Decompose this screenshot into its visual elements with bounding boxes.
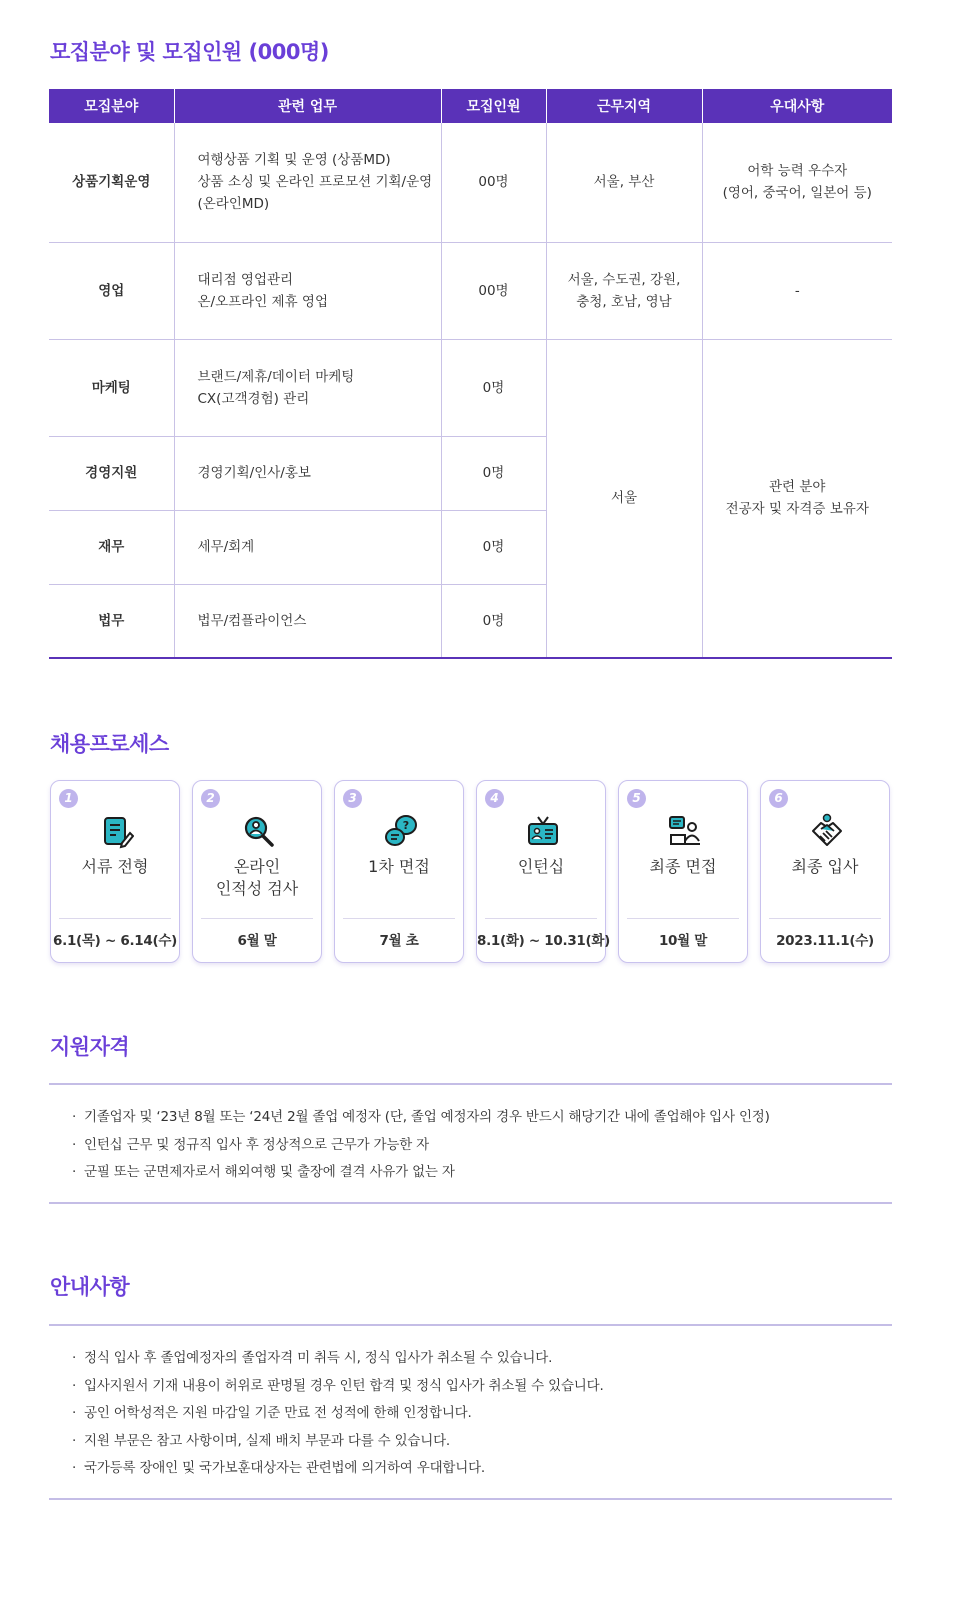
list-item-text: 입사지원서 기재 내용이 허위로 판명될 경우 인턴 합격 및 정식 입사가 취소될 수 있습니다. <box>84 1377 604 1394</box>
table-row <box>49 339 892 436</box>
step-label <box>477 856 605 878</box>
region-cell <box>546 242 702 339</box>
step-number: 4 <box>485 789 504 808</box>
shared-region-cell: 서울 <box>546 339 702 658</box>
region-line: 서울, 수도권, 강원, <box>567 271 681 288</box>
step-label-line: 1차 면접 <box>368 857 430 876</box>
list-item <box>72 1455 892 1483</box>
list-item <box>72 1345 892 1373</box>
bullet: · <box>72 1460 77 1476</box>
step-divider <box>627 918 739 919</box>
handshake-icon <box>810 813 844 849</box>
count-cell: 0명 <box>441 436 546 510</box>
bullet: · <box>72 1109 77 1125</box>
svg-text:?: ? <box>402 819 410 832</box>
duty-line: 온/오프라인 제휴 영업 <box>197 293 328 310</box>
preference-line: 전공자 및 자격증 보유자 <box>725 501 869 518</box>
process-step <box>192 780 322 963</box>
duty-line: 세무/회계 <box>197 539 255 555</box>
region-line: 서울, 부산 <box>593 174 655 191</box>
step-label-line: 인적성 검사 <box>215 879 299 898</box>
process-step <box>334 780 464 963</box>
duty-line: CX(고객경험) 관리 <box>197 390 310 407</box>
list-item-text: 지원 부문은 참고 사항이며, 실제 배치 부문과 다를 수 있습니다. <box>84 1432 451 1449</box>
duty-cell <box>174 123 441 242</box>
bullet: · <box>72 1350 77 1366</box>
duty-cell <box>174 510 441 584</box>
step-label <box>51 856 179 878</box>
table-row <box>49 123 892 242</box>
step-label-line: 온라인 <box>233 857 281 876</box>
bullet: · <box>72 1432 77 1449</box>
speech-bubbles-icon <box>384 813 418 849</box>
step-divider <box>485 918 597 919</box>
header-field: 모집분야 <box>49 89 174 123</box>
header-region: 근무지역 <box>546 89 702 123</box>
step-label-line: 서류 전형 <box>81 857 149 876</box>
preference-line: 관련 분야 <box>769 479 826 496</box>
step-divider <box>769 918 881 919</box>
list-item-text: 국가등록 장애인 및 국가보훈대상자는 관련법에 의거하여 우대합니다. <box>84 1460 486 1476</box>
duty-line: 브랜드/제휴/데이터 마케팅 <box>197 368 355 385</box>
process-step <box>618 780 748 963</box>
duty-cell <box>174 339 441 436</box>
count-cell: 0명 <box>441 510 546 584</box>
list-item <box>72 1159 892 1187</box>
step-date: 6월 말 <box>237 933 277 949</box>
duty-line: 여행상품 기획 및 운영 (상품MD) <box>197 152 391 169</box>
preference-line: - <box>794 282 800 299</box>
step-label-line: 최종 면접 <box>649 857 717 876</box>
notice-title: 안내사항 <box>50 1275 130 1299</box>
bullet: · <box>72 1405 77 1421</box>
step-divider <box>59 918 171 919</box>
header-count: 모집인원 <box>441 89 546 123</box>
shared-preference-cell <box>702 339 892 658</box>
bullet: · <box>72 1164 77 1180</box>
step-label <box>619 856 747 878</box>
step-date: 6.1(목) ~ 6.14(수) <box>53 933 177 949</box>
step-number: 5 <box>627 789 646 808</box>
step-date: 8.1(화) ~ 10.31(화) <box>477 933 610 949</box>
document-edit-icon <box>100 813 134 849</box>
preference-cell <box>702 242 892 339</box>
list-item-text: 정식 입사 후 졸업예정자의 졸업자격 미 취득 시, 정식 입사가 취소될 수 있습니다. <box>84 1350 553 1366</box>
field-cell: 영업 <box>49 242 174 339</box>
step-number: 3 <box>343 789 362 808</box>
field-cell: 경영지원 <box>49 436 174 510</box>
field-cell: 재무 <box>49 510 174 584</box>
step-label-line: 인턴십 <box>517 857 565 876</box>
list-item <box>72 1104 892 1132</box>
duty-line: (온라인MD) <box>197 196 270 213</box>
duty-line: 경영기획/인사/홍보 <box>197 465 311 481</box>
preference-line: 어학 능력 우수자 <box>747 163 848 180</box>
step-label <box>335 856 463 878</box>
recruit-title: 모집분야 및 모집인원 (000명) <box>50 40 329 64</box>
step-date: 7월 초 <box>379 933 419 949</box>
duty-line: 대리점 영업관리 <box>197 271 294 288</box>
duty-line: 상품 소싱 및 온라인 프로모션 기획/운영 <box>197 174 433 191</box>
step-label <box>761 856 889 878</box>
magnifier-person-icon <box>242 813 276 849</box>
list-item <box>72 1132 892 1160</box>
list-item <box>72 1428 892 1456</box>
process-step <box>760 780 890 963</box>
duty-line: 법무/컴플라이언스 <box>197 612 307 629</box>
step-divider <box>201 918 313 919</box>
region-line: 충청, 호남, 영남 <box>576 293 672 310</box>
qualification-list <box>49 1085 892 1187</box>
list-item-text: 인턴십 근무 및 정규직 입사 후 정상적으로 근무가 가능한 자 <box>84 1136 430 1153</box>
field-cell: 마케팅 <box>49 339 174 436</box>
process-steps <box>50 780 892 964</box>
step-label <box>193 856 321 900</box>
preference-line: (영어, 중국어, 일본어 등) <box>722 185 872 202</box>
list-item-text: 공인 어학성적은 지원 마감일 기준 만료 전 성적에 한해 인정합니다. <box>84 1405 472 1421</box>
qualification-box <box>49 1083 892 1204</box>
count-cell: 00명 <box>441 242 546 339</box>
list-item <box>72 1373 892 1401</box>
bullet: · <box>72 1377 77 1394</box>
list-item <box>72 1400 892 1428</box>
list-item-text: 군필 또는 군면제자로서 해외여행 및 출장에 결격 사유가 없는 자 <box>84 1164 455 1180</box>
step-number: 1 <box>59 789 78 808</box>
header-duty: 관련 업무 <box>174 89 441 123</box>
field-cell: 법무 <box>98 612 125 629</box>
process-step <box>50 780 180 963</box>
interview-desk-icon <box>668 813 702 849</box>
bullet: · <box>72 1136 77 1153</box>
step-number: 6 <box>769 789 788 808</box>
duty-cell <box>174 584 441 658</box>
step-number: 2 <box>201 789 220 808</box>
qualification-title: 지원자격 <box>50 1035 130 1059</box>
step-divider <box>343 918 455 919</box>
table-row <box>49 242 892 339</box>
count-cell: 0명 <box>441 584 546 658</box>
recruit-table <box>49 89 892 659</box>
preference-cell <box>702 123 892 242</box>
field-cell: 상품기획운영 <box>49 123 174 242</box>
notice-box <box>49 1324 892 1500</box>
step-date: 2023.11.1(수) <box>776 933 874 949</box>
duty-cell <box>174 436 441 510</box>
table-header-row <box>49 89 892 123</box>
region-cell <box>546 123 702 242</box>
process-title: 채용프로세스 <box>50 732 169 756</box>
notice-list <box>49 1326 892 1483</box>
step-date: 10월 말 <box>658 933 708 949</box>
process-step <box>476 780 610 963</box>
id-card-tv-icon <box>526 813 560 849</box>
header-preference: 우대사항 <box>702 89 892 123</box>
count-cell: 0명 <box>441 339 546 436</box>
duty-cell <box>174 242 441 339</box>
count-cell: 00명 <box>441 123 546 242</box>
step-label-line: 최종 입사 <box>791 857 859 876</box>
list-item-text: 기졸업자 및 ‘23년 8월 또는 ‘24년 2월 졸업 예정자 (단, 졸업 예정자의 경우 반드시 해당기간 내에 졸업해야 입사 인정) <box>84 1109 770 1125</box>
